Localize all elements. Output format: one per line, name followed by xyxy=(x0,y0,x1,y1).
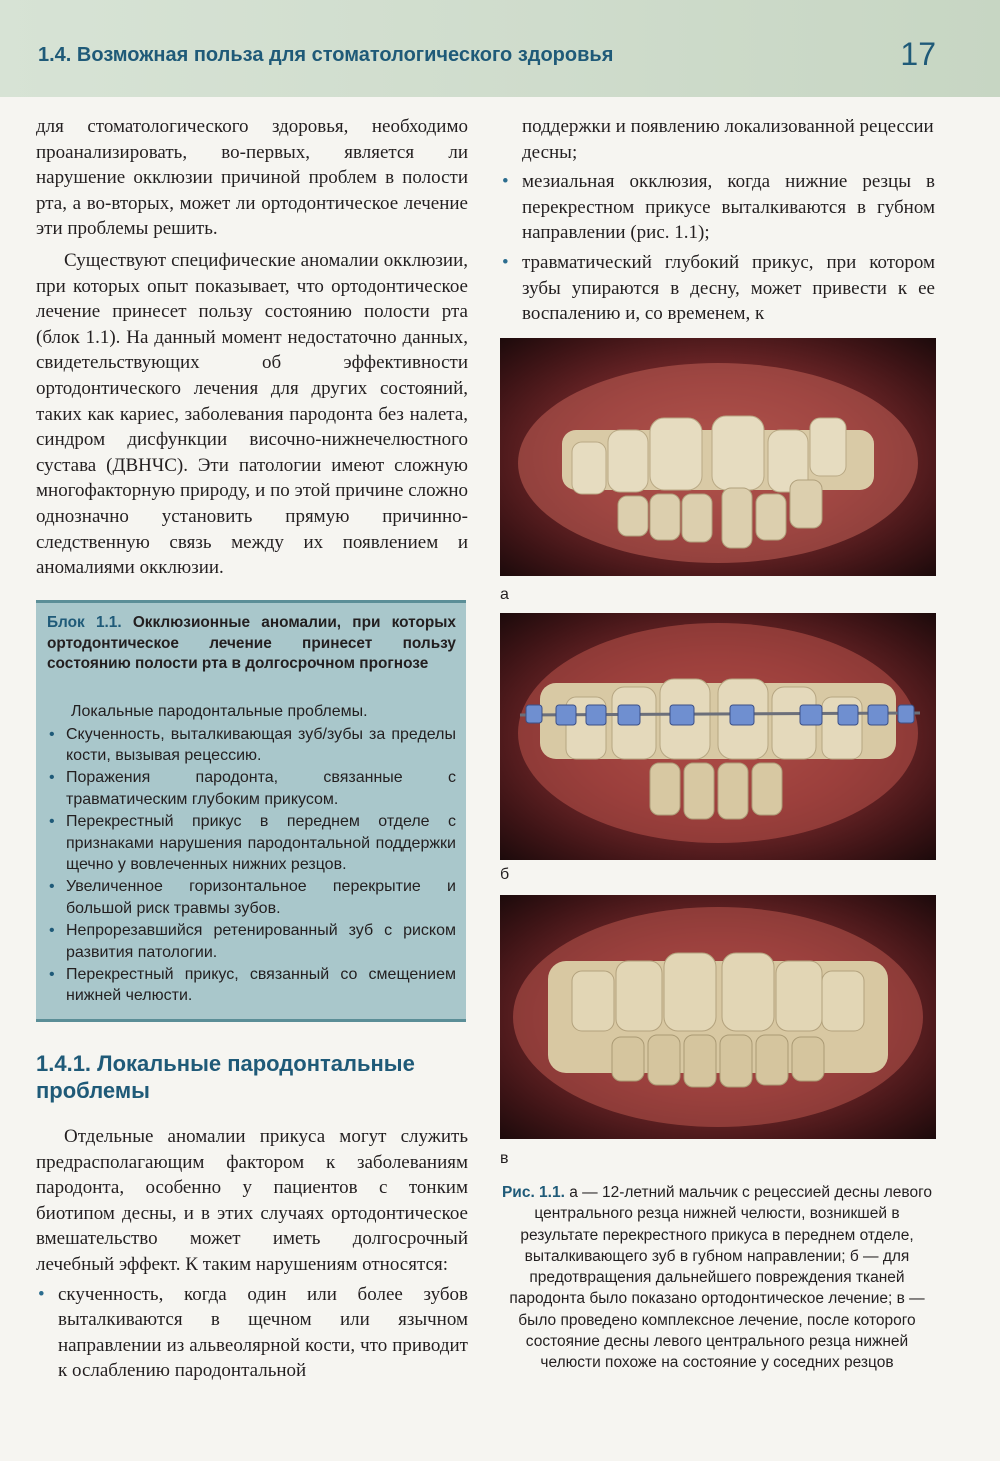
teeth-photo-c xyxy=(500,895,936,1139)
figure-photo-c xyxy=(500,895,936,1139)
section-list xyxy=(36,1282,468,1384)
paragraph-1: для стоматологического здоровья, необходимо проанализировать, во-первых, является ли нарушение окклюзии причиной проблем в полости рта, а во-вторых, может ли ортодонтическое лечение эти проблемы решить. xyxy=(36,116,468,240)
figure-caption-text: а — 12-летний мальчик с рецессией десны левого центрального резца нижней челюсти, возникшей в результате перекрестного прикуса в переднем отделе, выталкивающего зуб в губном направлении; б — для предотвращения дальнейшего повреждения тканей пародонта было показано ортодонтическое лечение; в — было проведено комплексное лечение, после которого состояние десны левого центрального резца нижней челюсти похоже на состояние у соседних резцов xyxy=(509,1184,933,1372)
box-list-item: • Скученность, выталкивающая зуб/зубы за пределы кости, вызывая рецессию. xyxy=(47,724,456,767)
figure-letter-b: б xyxy=(500,866,510,883)
right-column xyxy=(500,114,935,331)
box-list-item: • Поражения пародонта, связанные с травматическим глубоким прикусом. xyxy=(47,767,456,810)
section-list-item: • скученность, когда один или более зубов выталкиваются в щечном или язычном направлении из альвеолярной кости, что приводит к ослаблению пародонтальной xyxy=(36,1282,468,1384)
figure-photo-b xyxy=(500,613,936,860)
box-list-item: • Перекрестный прикус в переднем отделе с признаками нарушения пародонтальной поддержки щечно у вовлеченных нижних резцов. xyxy=(47,811,456,875)
section-body xyxy=(36,1124,468,1388)
teeth-photo-b xyxy=(500,613,936,860)
figure-photo-a xyxy=(500,338,936,576)
box-list-item: • Увеличенное горизонтальное перекрытие и большой риск травмы зубов. xyxy=(47,876,456,919)
box-title xyxy=(47,613,456,675)
box-list-item: • Непрорезавшийся ретенированный зуб с риском развития патологии. xyxy=(47,920,456,963)
paragraph-2: Существуют специфические аномалии окклюзии, при которых опыт показывает, что ортодонтическое лечение принесет пользу состоянию полости рта (блок 1.1). На данный момент недостаточно данных, свидетельствующих об эффективности ортодонтического лечения для других состояний, таких как кариес, заболевания пародонта без налета, синдром дисфункции височно-нижнечелюстного сустава (ДВНЧС). Эти патологии имеют сложную многофакторную природу, и по этой причине сложно однозначно установить прямую причинно-следственную связь между их появлением и аномалиями окклюзии. xyxy=(36,249,468,579)
figure-letter-c: в xyxy=(500,1150,509,1167)
figure-caption xyxy=(497,1182,937,1374)
box-1-1 xyxy=(36,600,466,1022)
left-column xyxy=(36,114,468,581)
teeth-photo-a xyxy=(500,338,936,576)
box-label: Блок 1.1. xyxy=(47,614,122,631)
list-continuation: поддержки и появлению локализованной рецессии десны; xyxy=(522,116,934,163)
page-number: 17 xyxy=(900,36,936,72)
right-list xyxy=(500,169,935,327)
section-paragraph: Отдельные аномалии прикуса могут служить предрасполагающим фактором к заболеваниям пародонта, особенно у пациентов с тонким биотипом десны, и в этих случаях ортодонтическое вмешательство может иметь долгосрочный лечебный эффект. К таким нарушениям относятся: xyxy=(36,1126,468,1275)
figure-label: Рис. 1.1. xyxy=(501,1184,565,1201)
right-list-item: • травматический глубокий прикус, при котором зубы упираются в десну, может привести к ее воспалению и, со временем, к xyxy=(500,250,935,327)
box-list xyxy=(47,724,456,1007)
figure-letter-a: а xyxy=(500,586,509,603)
right-list-item: • мезиальная окклюзия, когда нижние резцы в перекрестном прикусе выталкиваются в губном направлении (рис. 1.1); xyxy=(500,169,935,246)
box-intro: Локальные пародонтальные проблемы. xyxy=(71,702,368,720)
section-heading: 1.4.1. Локальные пародонтальные проблемы xyxy=(36,1051,415,1103)
running-title: 1.4. Возможная польза для стоматологического здоровья xyxy=(38,44,614,66)
box-title-text: Окклюзионные аномалии, при которых ортодонтическое лечение принесет пользу состоянию полости рта в долгосрочном прогнозе xyxy=(47,614,456,672)
box-list-item: • Перекрестный прикус, связанный со смещением нижней челюсти. xyxy=(47,964,456,1007)
page-header xyxy=(0,0,1000,97)
